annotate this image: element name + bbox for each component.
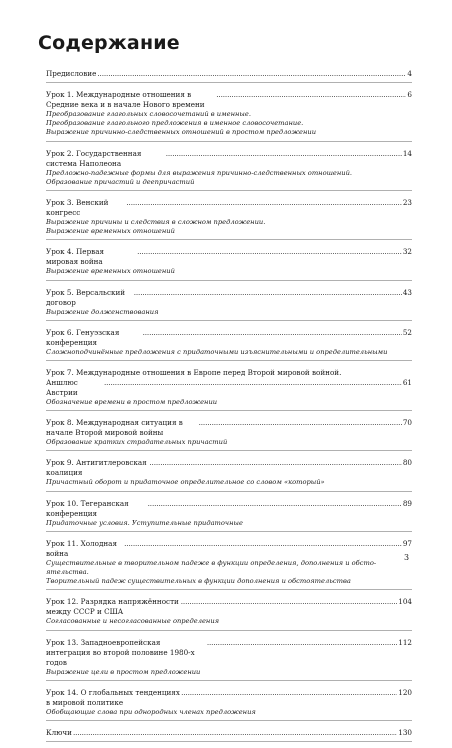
dot-leader [104, 378, 402, 388]
toc-entry-title: Урок 14. О глобальных тенденциях в мировой политике [46, 687, 180, 707]
toc-entry-heading-row [46, 198, 412, 218]
dot-leader [148, 499, 402, 509]
dot-leader [166, 149, 402, 159]
toc-entry[interactable] [46, 538, 412, 591]
toc-entry[interactable] [46, 687, 412, 721]
toc-entry-page-number: 130 [398, 728, 412, 738]
toc-entry-page-number: 97 [402, 538, 412, 548]
toc-entry-topic: Выражение причинно-следственных отношений в простом предложении [46, 128, 317, 137]
dot-leader [149, 458, 401, 468]
dot-leader [143, 328, 402, 338]
toc-entry-title: Урок 1. Международные отношения в Средние века и в начале Нового времени [46, 90, 205, 109]
toc-entry-heading-row [46, 597, 412, 617]
dot-leader [181, 597, 398, 607]
toc-entry[interactable] [46, 148, 412, 191]
toc-entry-page-number: 61 [402, 378, 412, 388]
toc-entry[interactable] [46, 197, 412, 240]
dot-leader [181, 688, 397, 698]
toc-entry-title: Урок 11. Холодная война [46, 538, 117, 558]
toc-entry-topic: Преобразование глагольного предложения в именное словосочетание. [46, 119, 304, 128]
page-number: 3 [404, 553, 410, 562]
toc-entry-heading-row [46, 149, 412, 169]
dot-leader [126, 198, 401, 208]
toc-entry-page-number: 89 [402, 498, 412, 508]
toc-entry[interactable] [46, 68, 412, 83]
toc-entry-title: Урок 4. Первая мировая война [46, 247, 105, 267]
toc-entry-topic: Обозначение времени в простом предложении [46, 398, 218, 407]
toc-entry-title: Урок 10. Тегеранская конференция [46, 498, 129, 518]
toc-entry-heading-row [46, 378, 412, 398]
toc-entry-title: Урок 2. Государственная система Наполеона [46, 148, 142, 168]
toc-entry[interactable] [46, 367, 412, 411]
toc-entry-page-number: 32 [402, 247, 412, 257]
toc-entry-topic: Сложноподчинённые предложения с придаточными изъяснительными и определительными [46, 347, 388, 356]
toc-entry-page-number: 120 [398, 687, 412, 697]
toc-entry[interactable] [46, 287, 412, 321]
toc-entry-heading-row [46, 288, 412, 308]
toc-entry-title: Урок 6. Генуэзская конференция [46, 327, 120, 347]
toc-entry-title: Урок 3. Венский конгресс [46, 198, 109, 218]
toc-entry-topic: Выражение временных отношений [46, 267, 175, 276]
toc-entry[interactable] [46, 637, 412, 681]
toc-entry-page-number: 52 [402, 327, 412, 337]
toc-entry-title: Урок 9. Антигитлеровская коалиция [46, 458, 147, 478]
toc-entry-heading-row [46, 458, 412, 478]
toc-entry[interactable] [46, 246, 412, 280]
toc-entry-heading-row [46, 499, 412, 519]
toc-entry[interactable] [46, 327, 412, 361]
toc-entry-topic: Выражение причины и следствия в сложном предложении. [46, 218, 266, 227]
toc-entry[interactable] [46, 596, 412, 630]
toc-entry-topic: Образование кратких страдательных причастий [46, 438, 228, 447]
toc-entry-title: Аншлюс Австрии [46, 378, 78, 398]
toc-entry[interactable] [46, 417, 412, 451]
toc-entry-heading-row [46, 638, 412, 668]
toc-entry-title: Предисловие [46, 69, 97, 78]
toc-entry-topic: ятельства. [46, 568, 89, 577]
toc-entry-heading-row [46, 90, 412, 110]
toc-entry-heading-row [46, 69, 412, 79]
toc-entry-heading-row [46, 688, 412, 708]
dot-leader [199, 418, 402, 428]
toc-entry-topic: Образование причастий и деепричастий [46, 177, 195, 186]
dot-leader [216, 90, 406, 100]
toc-entry-heading-row [46, 328, 412, 348]
toc-entry-title: Ключи [46, 728, 72, 738]
toc-entry-topic: Преобразование глагольных словосочетаний в именные. [46, 110, 251, 118]
dot-leader [137, 247, 402, 257]
toc-entry-heading-row [46, 247, 412, 267]
toc-entry-heading-row [46, 418, 412, 438]
toc-entry-topic: Выражение долженствования [46, 307, 159, 316]
toc-entry-title: Урок 12. Разрядка напряжённости между СССР и США [46, 597, 179, 617]
dot-leader [134, 288, 402, 298]
toc-entry-topic: Существительные в творительном падеже в функции определения, дополнения и обсто- [46, 558, 377, 567]
toc-entry[interactable] [46, 89, 412, 142]
toc-entry[interactable] [46, 727, 412, 742]
page-title: Содержание [38, 32, 180, 54]
toc-entry-page-number: 43 [402, 287, 412, 297]
toc-entry-page-number: 4 [407, 69, 412, 78]
dot-leader [207, 638, 397, 648]
toc-entry-page-number: 23 [402, 198, 412, 208]
toc-entry-title: Урок 8. Международная ситуация в начале Второй мировой войны [46, 418, 183, 438]
toc-entry-heading-row [46, 728, 412, 738]
toc-entry[interactable] [46, 498, 412, 532]
toc-entry[interactable] [46, 457, 412, 491]
dot-leader [124, 539, 402, 549]
toc-entry-topic: Обобщающие слова при однородных членах предложения [46, 707, 256, 716]
toc-entry-title-line: Урок 7. Международные отношения в Европе перед Второй мировой войной. [46, 368, 342, 378]
dot-leader [73, 728, 397, 738]
toc-entry-page-number: 80 [402, 458, 412, 468]
toc-entry-topic: Причастный оборот и придаточное определительное со словом «который» [46, 478, 325, 487]
toc-entry-topic: Предложно-падежные формы для выражения причинно-следственных отношений. [46, 168, 353, 177]
toc-entry-heading-row [46, 539, 412, 559]
toc-entry-page-number: 6 [407, 90, 412, 99]
toc-entry-topic: Согласованные и несогласованные определения [46, 617, 220, 626]
toc-entry-title: Урок 13. Западноевропейская интеграция во второй половине 1980-х годов [46, 637, 195, 667]
toc-entry-page-number: 70 [402, 418, 412, 428]
toc-entry-page-number: 112 [398, 637, 412, 647]
toc-entry-topic: Выражение временных отношений [46, 227, 175, 236]
toc-entry-page-number: 14 [402, 148, 412, 158]
toc-entry-title: Урок 5. Версальский договор [46, 287, 126, 307]
toc-entry-topic: Творительный падеж существительных в функции дополнения и обстоятельства [46, 577, 351, 586]
toc-entry-page-number: 104 [398, 597, 412, 607]
toc-entry-topic: Выражение цели в простом предложении [46, 667, 201, 676]
toc-entry-topic: Придаточные условия. Уступительные придаточные [46, 518, 243, 527]
table-of-contents [46, 68, 412, 748]
dot-leader [97, 69, 406, 79]
